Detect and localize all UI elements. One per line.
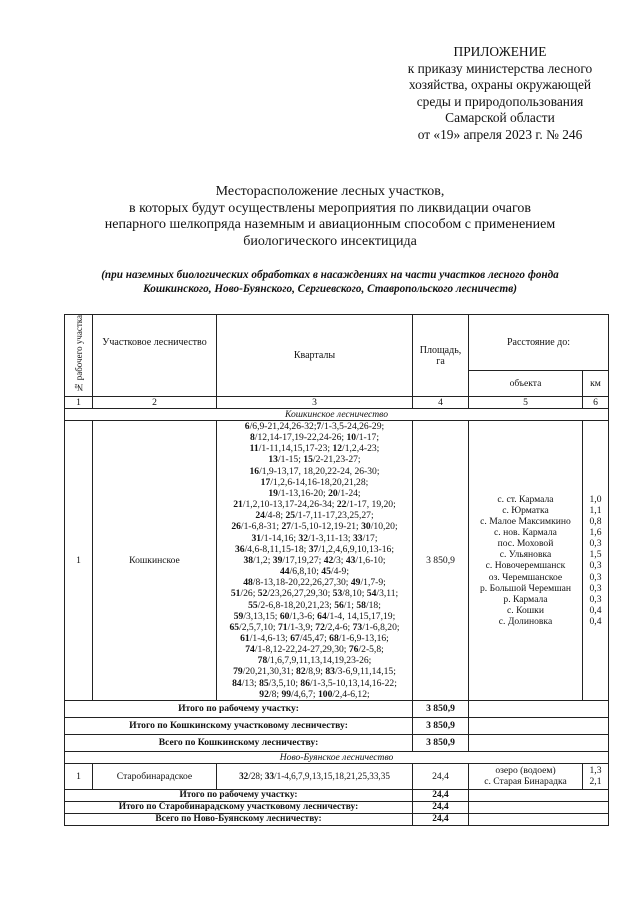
km-value: 1,0 [589, 493, 602, 505]
object-name: р. Кармала [503, 593, 548, 605]
row-objects [469, 421, 583, 701]
object-name: с. Старая Бинарадка [484, 776, 567, 788]
total-value: 3 850,9 [413, 717, 469, 734]
row-km [583, 421, 609, 701]
quarters-line: 79/20,21,30,31; 82/8,9; 83/3-6,9,11,14,15; [233, 666, 396, 678]
total-label: Итого по рабочему участку: [65, 700, 413, 717]
appendix-line: хозяйства, охраны окружающей [408, 77, 592, 92]
object-name: с. Новочеремшанск [485, 560, 566, 572]
row-num: 1 [65, 421, 93, 701]
row-quarters: 32/28; 33/1-4,6,7,9,13,15,18,21,25,33,35 [217, 763, 413, 789]
total-empty [469, 700, 609, 717]
quarters-line: 78/1,6,7,9,11,13,14,19,23-26; [257, 655, 372, 667]
document-subtitle [60, 268, 600, 296]
km-value: 0,3 [589, 582, 602, 594]
km-value: 1,3 [589, 765, 602, 777]
quarters-line: 74/1-8,12-22,24-27,29,30; 76/2-5,8; [245, 644, 384, 656]
object-name: с. Долиновка [498, 616, 553, 628]
section-title: Ново-Буянское лесничество [65, 751, 609, 763]
row-forestry: Старобинарадское [93, 763, 217, 789]
total-value: 24,4 [413, 789, 469, 801]
col-number: 5 [469, 397, 583, 409]
col-number: 4 [413, 397, 469, 409]
quarters-line: 8/12,14-17,19-22,24-26; 10/1-17; [250, 432, 379, 444]
title-line: непарного шелкопряда наземным и авиационным способом с применением [104, 217, 556, 232]
total-value: 24,4 [413, 801, 469, 813]
quarters-line: 59/3,13,15; 60/1,3-6; 64/1-4, 14,15,17,19; [233, 610, 396, 622]
total-row [65, 734, 609, 751]
quarters-line: 65/2,5,7,10; 71/1-3,9; 72/2,4-6; 73/1-6,8,20; [229, 621, 400, 633]
quarters-line: 92/8; 99/4,6,7; 100/2,4-6,12; [259, 688, 370, 700]
appendix-block [380, 44, 620, 143]
quarters-line: 36/4,6-8,11,15-18; 37/1,2,4,6,9,10,13-16; [234, 543, 395, 555]
subtitle-line: (при наземных биологических обработках в насаждениях на части участков лесного фонда [101, 269, 559, 281]
quarters-line: 17/1,2,6-14,16-18,20,21,28; [260, 476, 369, 488]
km-value: 0,3 [589, 538, 602, 550]
document-title [60, 184, 600, 250]
quarters-line: 13/1-15; 15/2-21,23-27; [268, 454, 361, 466]
total-label: Всего по Ново-Буянскому лесничеству: [65, 813, 413, 825]
row-km [583, 763, 609, 789]
row-num: 1 [65, 763, 93, 789]
quarters-line: 44/6,8,10; 45/4-9; [279, 566, 350, 578]
appendix-line: среды и природопользования [416, 93, 584, 109]
total-value: 24,4 [413, 813, 469, 825]
km-value: 0,4 [589, 616, 602, 628]
km-value: 0,8 [589, 515, 602, 527]
km-value: 2,1 [589, 776, 602, 788]
total-row [65, 801, 609, 813]
table-row [65, 421, 609, 701]
total-row [65, 717, 609, 734]
object-name: с. Юрматка [502, 504, 549, 516]
total-row [65, 789, 609, 801]
quarters-line: 26/1-6,8-31; 27/1-5,10-12,19-21; 30/10,20; [231, 521, 398, 533]
forest-plots-table [64, 314, 609, 826]
quarters-line: 48/8-13,18-20,22,26,27,30; 49/1,7-9; [243, 577, 386, 589]
row-forestry: Кошкинское [93, 421, 217, 701]
km-value: 0,3 [589, 571, 602, 583]
col-number: 3 [217, 397, 413, 409]
km-value: 0,3 [589, 560, 602, 572]
object-name: с. нов. Кармала [494, 526, 557, 538]
object-name: с. Ульяновка [499, 549, 552, 561]
row-quarters [217, 421, 413, 701]
header-area: Площадь, га [413, 315, 469, 397]
section-header-row [65, 409, 609, 421]
quarters-line: 19/1-13,16-20; 20/1-24; [268, 487, 361, 499]
object-name: р. Большой Черемшан [479, 582, 572, 594]
quarters-line: 61/1-4,6-13; 67/45,47; 68/1-6,9-13,16; [240, 632, 389, 644]
quarters-line: 16/1,9-13,17, 18,20,22-24, 26-30; [249, 465, 380, 477]
quarters-line: 84/13; 85/3,5,10; 86/1-3,5-10,13,14,16-22; [232, 677, 397, 689]
row-objects [469, 763, 583, 789]
title-line: в которых будут осуществлены мероприятия по ликвидации очагов [128, 200, 531, 216]
km-value: 1,6 [589, 526, 602, 538]
total-label: Всего по Кошкинскому лесничеству: [65, 734, 413, 751]
column-number-row [65, 397, 609, 409]
row-area: 24,4 [413, 763, 469, 789]
quarters-line: 55/2-6,8-18,20,21,23; 56/1; 58/18; [248, 599, 381, 611]
col-number: 1 [65, 397, 93, 409]
header-num: № рабочего участка [65, 315, 93, 397]
header-distance: Расстояние до: [469, 315, 609, 371]
title-line: Месторасположение лесных участков, [215, 184, 445, 199]
subtitle-line: Кошкинского, Ново-Буянского, Сергиевского, Ставропольского лесничеств) [143, 283, 517, 295]
total-empty [469, 734, 609, 751]
appendix-line: к приказу министерства лесного [407, 60, 593, 76]
header-row [65, 315, 609, 371]
quarters-line: 31/1-14,16; 32/1-3,11-13; 33/17; [251, 532, 378, 544]
col-number: 2 [93, 397, 217, 409]
object-name: оз. Черемшанское [488, 571, 563, 583]
total-label: Итого по Старобинарадскому участковому лесничеству: [65, 801, 413, 813]
km-value: 1,1 [589, 504, 602, 516]
object-name: с. Малое Максимкино [480, 515, 571, 527]
total-value: 3 850,9 [413, 700, 469, 717]
appendix-line: ПРИЛОЖЕНИЕ [453, 44, 547, 59]
total-empty [469, 801, 609, 813]
object-name: с. Кошки [507, 605, 544, 617]
object-name: озеро (водоем) [495, 765, 556, 777]
header-forestry: Участковое лесничество [93, 315, 217, 397]
total-row [65, 700, 609, 717]
quarters-line: 24/4-8; 25/1-7,11-17,23,25,27; [255, 510, 374, 522]
header-object: объекта [469, 371, 583, 397]
km-value: 0,4 [589, 605, 602, 617]
total-label: Итого по Кошкинскому участковому лесничеству: [65, 717, 413, 734]
title-line: биологического инсектицида [243, 233, 417, 249]
total-value: 3 850,9 [413, 734, 469, 751]
total-empty [469, 789, 609, 801]
object-name: с. ст. Кармала [497, 493, 554, 505]
quarters-line: 11/1-11,14,15,17-23; 12/1,2,4-23; [249, 443, 380, 455]
appendix-line: Самарской области [445, 110, 555, 125]
quarters-line: 38/1,2; 39/17,19,27; 42/3; 43/1,6-10; [243, 554, 386, 566]
km-value: 1,5 [589, 549, 602, 561]
quarters-line: 21/1,2,10-13,17-24,26-34; 22/1-17, 19,20; [233, 499, 396, 511]
row-area: 3 850,9 [413, 421, 469, 701]
total-empty [469, 813, 609, 825]
header-quarters: Кварталы [217, 315, 413, 397]
section-title: Кошкинское лесничество [65, 409, 609, 421]
section-header-row [65, 751, 609, 763]
total-empty [469, 717, 609, 734]
header-km: км [583, 371, 609, 397]
col-number: 6 [583, 397, 609, 409]
quarters-line: 51/26; 52/23,26,27,29,30; 53/8,10; 54/3,11; [230, 588, 399, 600]
table-row [65, 763, 609, 789]
appendix-line: от «19» апреля 2023 г. № 246 [417, 126, 583, 142]
km-value: 0,3 [589, 593, 602, 605]
quarters-line: 6/6,9-21,24,26-32;7/1-3,5-24,26-29; [244, 421, 385, 432]
object-name: пос. Моховой [497, 538, 554, 550]
total-row [65, 813, 609, 825]
total-label: Итого по рабочему участку: [65, 789, 413, 801]
